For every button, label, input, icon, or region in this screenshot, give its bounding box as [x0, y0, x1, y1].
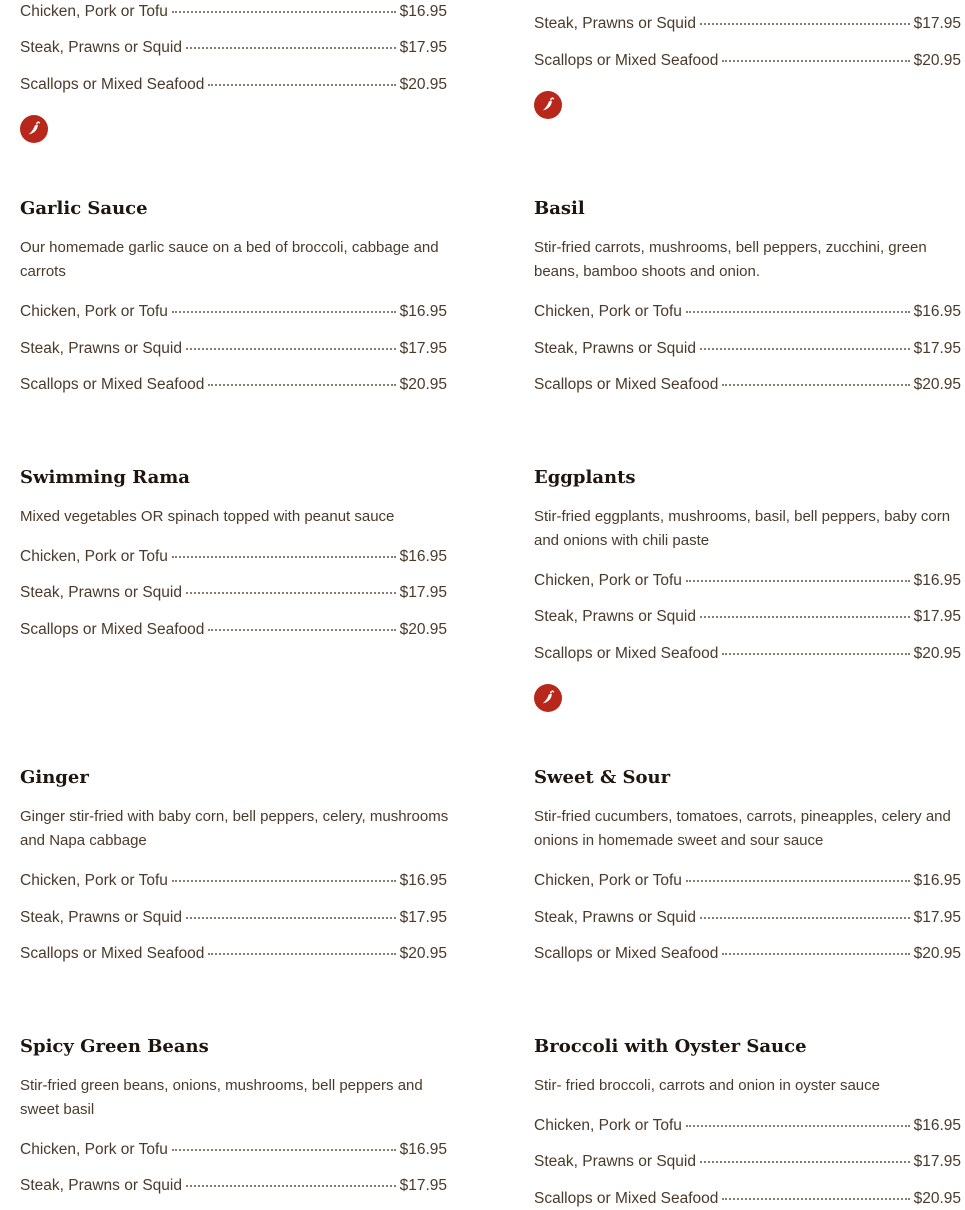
dot-leader	[700, 348, 910, 350]
dot-leader	[722, 1198, 909, 1200]
price-row	[20, 1177, 447, 1197]
chili-pepper-icon	[534, 684, 562, 712]
option-name: Steak, Prawns or Squid	[534, 15, 696, 32]
dot-leader	[686, 580, 910, 582]
option-name: Steak, Prawns or Squid	[534, 340, 696, 357]
dish-description: Mixed vegetables OR spinach topped with peanut sauce	[20, 508, 395, 525]
option-price: $16.95	[399, 3, 447, 20]
price-row	[20, 39, 447, 59]
option-price: $16.95	[399, 1141, 447, 1158]
option-name: Chicken, Pork or Tofu	[534, 303, 682, 320]
option-name: Scallops or Mixed Seafood	[20, 621, 205, 638]
dish-title: Sweet & Sour	[534, 767, 671, 788]
option-price: $16.95	[913, 572, 961, 589]
option-name: Chicken, Pork or Tofu	[534, 872, 682, 889]
dot-leader	[686, 311, 910, 313]
dot-leader	[172, 311, 396, 313]
option-name: Chicken, Pork or Tofu	[20, 872, 168, 889]
dish-title: Garlic Sauce	[20, 198, 148, 219]
option-name: Steak, Prawns or Squid	[534, 1153, 696, 1170]
option-name: Scallops or Mixed Seafood	[20, 945, 205, 962]
option-name: Scallops or Mixed Seafood	[534, 52, 719, 69]
dot-leader	[172, 880, 396, 882]
dish-title: Ginger	[20, 767, 89, 788]
dot-leader	[722, 60, 909, 62]
price-row	[20, 76, 447, 96]
option-price: $20.95	[913, 376, 961, 393]
option-price: $20.95	[913, 645, 961, 662]
option-price: $17.95	[913, 1153, 961, 1170]
price-row	[20, 303, 447, 323]
dot-leader	[722, 384, 909, 386]
option-price: $16.95	[399, 872, 447, 889]
option-price: $17.95	[399, 340, 447, 357]
price-row	[534, 945, 961, 965]
option-name: Steak, Prawns or Squid	[20, 340, 182, 357]
dot-leader	[722, 653, 909, 655]
dot-leader	[700, 917, 910, 919]
option-price: $17.95	[399, 1177, 447, 1194]
option-price: $16.95	[399, 303, 447, 320]
dot-leader	[208, 953, 395, 955]
option-price: $16.95	[913, 872, 961, 889]
price-row	[20, 945, 447, 965]
dot-leader	[186, 47, 396, 49]
price-row	[534, 303, 961, 323]
dish-description: Stir-fried eggplants, mushrooms, basil, bell peppers, baby corn and onions with chili paste	[534, 508, 951, 549]
price-row	[534, 608, 961, 628]
option-price: $17.95	[399, 909, 447, 926]
option-price: $17.95	[399, 39, 447, 56]
option-price: $17.95	[913, 15, 961, 32]
dot-leader	[208, 84, 395, 86]
dot-leader	[722, 953, 909, 955]
dot-leader	[700, 23, 910, 25]
option-name: Scallops or Mixed Seafood	[534, 945, 719, 962]
option-price: $17.95	[913, 340, 961, 357]
option-name: Steak, Prawns or Squid	[20, 909, 182, 926]
dish-description: Stir-fried carrots, mushrooms, bell peppers, zucchini, green beans, bamboo shoots and onion.	[534, 239, 927, 280]
dot-leader	[186, 592, 396, 594]
option-name: Chicken, Pork or Tofu	[20, 303, 168, 320]
option-price: $16.95	[913, 1117, 961, 1134]
dish-description: Ginger stir-fried with baby corn, bell peppers, celery, mushrooms and Napa cabbage	[20, 808, 449, 849]
option-price: $16.95	[913, 303, 961, 320]
price-row	[534, 872, 961, 892]
option-price: $20.95	[399, 621, 447, 638]
price-row	[534, 1190, 961, 1210]
option-name: Scallops or Mixed Seafood	[534, 376, 719, 393]
option-name: Steak, Prawns or Squid	[20, 584, 182, 601]
option-name: Scallops or Mixed Seafood	[20, 376, 205, 393]
price-row	[534, 645, 961, 665]
price-row	[20, 340, 447, 360]
dish-description: Stir-fried green beans, onions, mushrooms, bell peppers and sweet basil	[20, 1077, 423, 1118]
price-row	[534, 15, 961, 35]
price-row	[534, 376, 961, 396]
option-name: Steak, Prawns or Squid	[20, 1177, 182, 1194]
option-price: $20.95	[913, 52, 961, 69]
option-name: Scallops or Mixed Seafood	[20, 76, 205, 93]
dot-leader	[700, 616, 910, 618]
option-price: $20.95	[399, 945, 447, 962]
option-name: Chicken, Pork or Tofu	[534, 1117, 682, 1134]
option-name: Chicken, Pork or Tofu	[534, 572, 682, 589]
dot-leader	[208, 629, 395, 631]
dish-title: Broccoli with Oyster Sauce	[534, 1036, 807, 1057]
price-row	[534, 1117, 961, 1137]
price-row	[534, 572, 961, 592]
price-row	[20, 1141, 447, 1161]
price-row	[20, 909, 447, 929]
dish-description: Stir-fried cucumbers, tomatoes, carrots, pineapples, celery and onions in homemade sweet and sour sauce	[534, 808, 951, 849]
option-price: $20.95	[913, 945, 961, 962]
dot-leader	[686, 1125, 910, 1127]
option-price: $20.95	[399, 376, 447, 393]
option-price: $17.95	[913, 909, 961, 926]
dot-leader	[172, 1149, 396, 1151]
option-price: $20.95	[399, 76, 447, 93]
dot-leader	[172, 556, 396, 558]
option-price: $17.95	[399, 584, 447, 601]
price-row	[534, 52, 961, 72]
option-name: Steak, Prawns or Squid	[534, 909, 696, 926]
dot-leader	[700, 1161, 910, 1163]
option-name: Scallops or Mixed Seafood	[534, 1190, 719, 1207]
chili-pepper-icon	[534, 91, 562, 119]
chili-pepper-icon	[20, 115, 48, 143]
dish-description: Stir- fried broccoli, carrots and onion in oyster sauce	[534, 1077, 880, 1094]
option-price: $20.95	[913, 1190, 961, 1207]
dish-title: Basil	[534, 198, 585, 219]
price-row	[20, 548, 447, 568]
option-name: Chicken, Pork or Tofu	[20, 3, 168, 20]
price-row	[534, 909, 961, 929]
option-name: Chicken, Pork or Tofu	[20, 548, 168, 565]
dish-description: Our homemade garlic sauce on a bed of broccoli, cabbage and carrots	[20, 239, 439, 280]
price-row	[534, 340, 961, 360]
dot-leader	[172, 11, 396, 13]
dish-title: Spicy Green Beans	[20, 1036, 209, 1057]
option-name: Scallops or Mixed Seafood	[534, 645, 719, 662]
option-price: $16.95	[399, 548, 447, 565]
price-row	[20, 3, 447, 23]
price-row	[20, 584, 447, 604]
option-name: Steak, Prawns or Squid	[20, 39, 182, 56]
dot-leader	[208, 384, 395, 386]
price-row	[20, 376, 447, 396]
option-price: $17.95	[913, 608, 961, 625]
option-name: Steak, Prawns or Squid	[534, 608, 696, 625]
dot-leader	[686, 880, 910, 882]
dot-leader	[186, 348, 396, 350]
price-row	[20, 621, 447, 641]
option-name: Chicken, Pork or Tofu	[20, 1141, 168, 1158]
dish-title: Swimming Rama	[20, 467, 190, 488]
dish-title: Eggplants	[534, 467, 636, 488]
price-row	[20, 872, 447, 892]
dot-leader	[186, 1185, 396, 1187]
dot-leader	[186, 917, 396, 919]
price-row	[534, 1153, 961, 1173]
